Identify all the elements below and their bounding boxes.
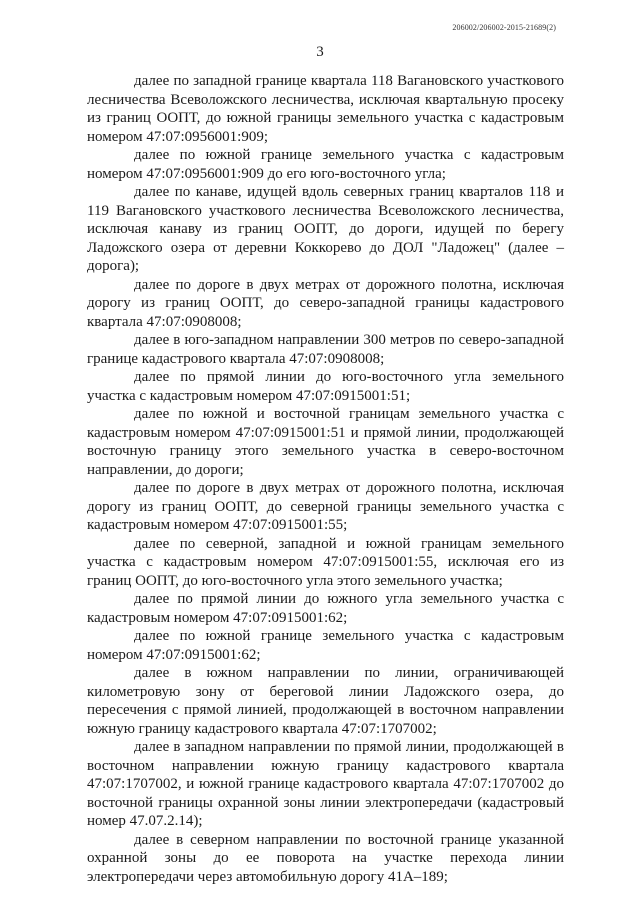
paragraph: далее по южной границе земельного участка с кадастровым номером 47:07:0956001:909 до его юго-восточного угла; [87,147,564,182]
paragraph: далее в западном направлении по прямой линии, продолжающей в восточном направлении южную границу кадастрового квартала 47:07:1707002, и южной границе кадастрового квартала 47:07:1707002 до восточной границы охранной зоны линии электропередачи (кадастровый номер 47.07.2.14); [87,739,564,829]
paragraph: далее по южной и восточной границам земельного участка с кадастровым номером 47:07:0915001:51 и прямой линии, продолжающей восточную границу этого земельного участка в северо-восточном направлении, до дороги; [87,406,564,478]
paragraph: далее по северной, западной и южной границам земельного участка с кадастровым номером 47:07:0915001:55, исключая его из границ ООПТ, до юго-восточного угла этого земельного участка; [87,535,564,589]
paragraph: далее по дороге в двух метрах от дорожного полотна, исключая дорогу из границ ООПТ, до северной границы земельного участка с кадастровым номером 47:07:0915001:55; [87,480,564,533]
document-registration-code: 206002/206002-2015-21689(2) [452,23,556,32]
paragraph: далее в северном направлении по восточной границе указанной охранной зоны до ее поворота на участке перехода линии электропередачи через автомобильную дорогу 41А–189; [87,831,564,885]
paragraph: далее по канаве, идущей вдоль северных границ кварталов 118 и 119 Вагановского участкового лесничества Всеволожского лесничества, исключая канаву из границ ООПТ, до дороги, идущей по берегу Ладожского озера от деревни Коккорево до ДОЛ "Ладожец" (далее – дорога); [87,184,564,274]
paragraph: далее в южном направлении по линии, ограничивающей километровую зону от береговой линии Ладожского озера, до пересечения с прямой линией, продолжающей в восточном направлении южную границу кадастрового квартала 47:07:1707002; [87,665,564,737]
page-number: 3 [316,44,324,60]
paragraph: далее в юго-западном направлении 300 метров по северо-западной границе кадастрового квартала 47:07:0908008; [87,332,564,367]
paragraph: далее по западной границе квартала 118 Вагановского участкового лесничества Всеволожского лесничества, исключая квартальную просеку из границ ООПТ, до южной границы земельного участка с кадастровым номером 47:07:0956001:909; [87,73,564,145]
paragraph: далее по прямой линии до южного угла земельного участка с кадастровым номером 47:07:0915001:62; [87,591,564,626]
paragraph: далее по прямой линии до юго-восточного угла земельного участка с кадастровым номером 47:07:0915001:51; [87,369,564,404]
document-body [87,72,564,886]
paragraph: далее по дороге в двух метрах от дорожного полотна, исключая дорогу из границ ООПТ, до северо-западной границы кадастрового квартала 47:07:0908008; [87,276,564,330]
paragraph: далее по южной границе земельного участка с кадастровым номером 47:07:0915001:62; [87,628,564,663]
